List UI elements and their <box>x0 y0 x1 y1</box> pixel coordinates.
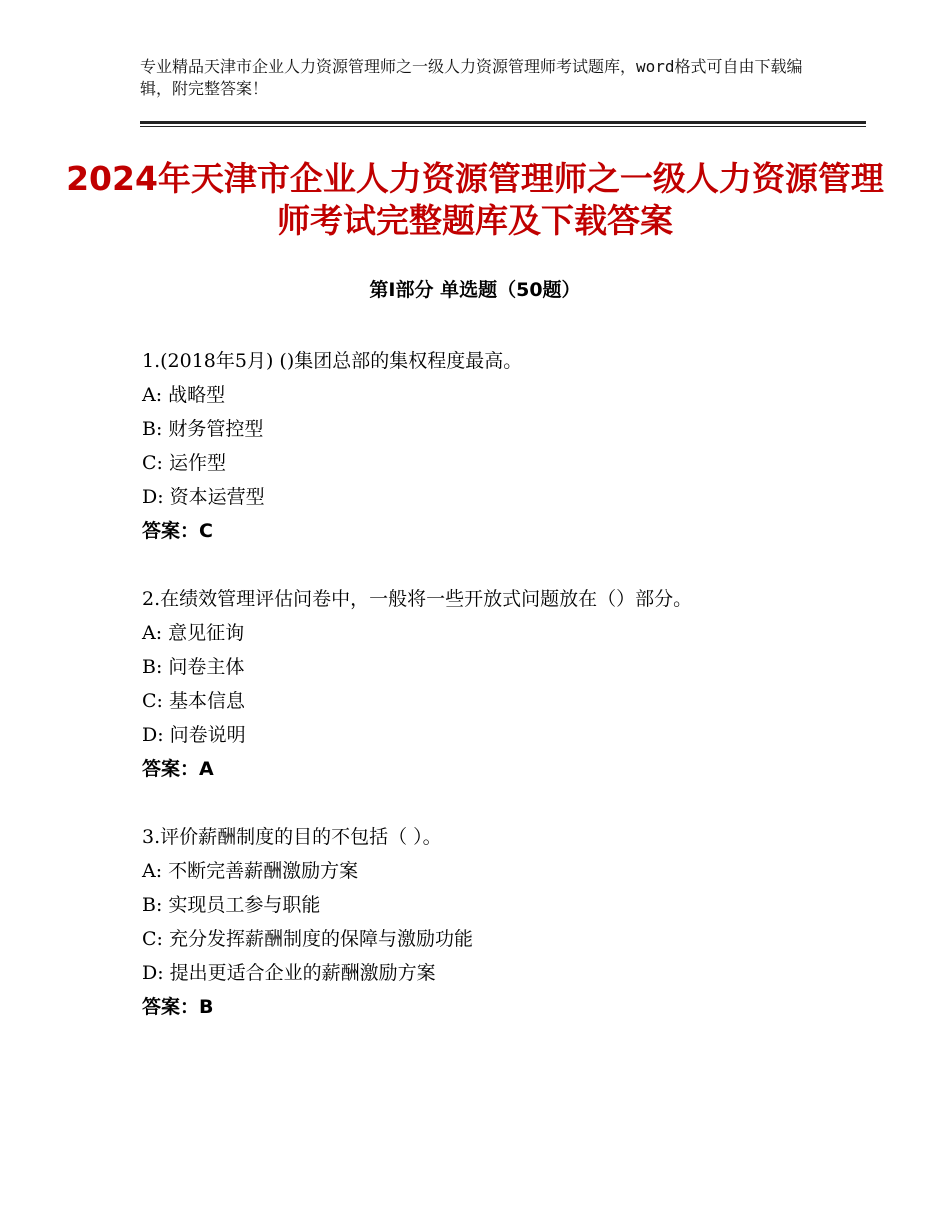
question-2 <box>142 582 882 786</box>
header-divider-thick <box>140 121 866 124</box>
option-b: B: 实现员工参与职能 <box>142 894 321 916</box>
option-d: D: 资本运营型 <box>142 486 265 508</box>
option-a: A: 意见征询 <box>142 622 245 644</box>
section-heading: 第Ⅰ部分 单选题（50题） <box>369 279 581 301</box>
option-d: D: 问卷说明 <box>142 724 246 746</box>
answer: 答案：A <box>142 758 214 780</box>
header-divider-thin <box>140 126 866 127</box>
question-stem: 3.评价薪酬制度的目的不包括（ ）。 <box>142 826 442 848</box>
option-a: A: 不断完善薪酬激励方案 <box>142 860 359 882</box>
answer: 答案：B <box>142 996 214 1018</box>
option-b: B: 财务管控型 <box>142 418 264 440</box>
header-note: 专业精品天津市企业人力资源管理师之一级人力资源管理师考试题库，word格式可自由下载编辑，附完整答案！ <box>140 57 803 98</box>
option-c: C: 充分发挥薪酬制度的保障与激励功能 <box>142 928 473 950</box>
question-list <box>142 344 882 1058</box>
question-stem: 2.在绩效管理评估问卷中，一般将一些开放式问题放在（）部分。 <box>142 588 693 610</box>
question-3 <box>142 820 882 1024</box>
option-a: A: 战略型 <box>142 384 226 406</box>
option-c: C: 基本信息 <box>142 690 245 712</box>
answer: 答案：C <box>142 520 213 542</box>
option-d: D: 提出更适合企业的薪酬激励方案 <box>142 962 436 984</box>
option-c: C: 运作型 <box>142 452 226 474</box>
question-1 <box>142 344 882 548</box>
document-title: 2024年天津市企业人力资源管理师之一级人力资源管理师考试完整题库及下载答案 <box>66 159 884 240</box>
option-b: B: 问卷主体 <box>142 656 245 678</box>
question-stem: 1.(2018年5月) ()集团总部的集权程度最高。 <box>142 350 523 372</box>
